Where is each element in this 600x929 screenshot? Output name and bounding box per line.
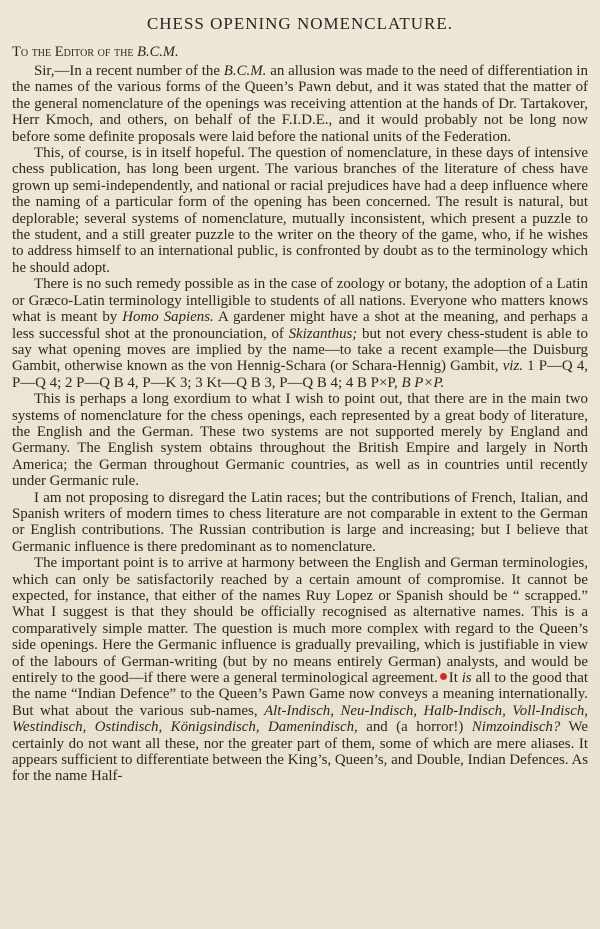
paragraph-6 — [12, 555, 588, 785]
paragraph-4: This is perhaps a long exordium to what I wish to point out, that there are in the main two systems of nomenclature for the chess openings, each represented by a great body of literature, the English and the German. These two systems are not supported merely by England and Germany. The English system obtains throughout the British Empire and largely in North America; the German throughout Germanic countries, as well as in countries until recently under Germanic rule. — [12, 391, 588, 490]
paragraph-6-text-b: It — [448, 670, 462, 687]
journal-abbrev: B.C.M. — [223, 63, 267, 79]
paragraph-3-text-b: A gardener might have a shot at the meaning, and perhaps a less successful shot at the pronounciation, of — [12, 309, 588, 342]
final-move: B P×P. — [401, 374, 445, 391]
paragraph-3-text-c: but not every chess-student is able to say what opening moves are implied by the name—to take a recent example—the Duisburg Gambit, otherwise known as the von Hennig-Schara (or Schara-Hennig) Gambit, — [12, 325, 588, 375]
addressee-journal: B.C.M. — [137, 44, 179, 60]
red-dot-marker — [440, 673, 447, 680]
paragraph-1-text-b: an allusion was made to the need of differentiation in the names of the various forms of the Queen’s Pawn debut, and it was stated that the matter of the general nomenclature of the openings was receiving attention at the hands of Dr. Tartakover, Herr Kmoch, and others, on behalf of the F.I.D.E., and it would probably not be long now before some definite proposals were laid before the national units of the Federation. — [12, 63, 588, 145]
paragraph-1 — [12, 63, 588, 145]
paragraph-1-text-a: Sir,—In a recent number of the — [34, 63, 224, 79]
indian-subnames: Alt-Indisch, Neu-Indisch, Halb-Indisch, Voll-Indisch, Westindisch, Ostindisch, Königsindisch, Damenindisch, — [12, 702, 588, 736]
paragraph-5: I am not proposing to disregard the Latin races; but the contributions of French, Italian, and Spanish writers of modern times to chess literature are not comparable in extent to the German or English contributions. The Russian contribution is large and increasing; but I believe that Germanic influence is there predominant as to nomenclature. — [12, 489, 588, 555]
paragraph-3-moves: 1 P—Q 4, P—Q 4; 2 P—Q B 4, P—K 3; 3 Kt—Q B 3, P—Q B 4; 4 B P×P, — [12, 358, 588, 391]
paragraph-6-text-e: We certainly do not want all these, nor the greater part of them, some of which are mere aliases. It appears sufficient to differentiate between the King’s, Queen’s, and Double, Indian Defences. As for the name Half- — [12, 719, 588, 785]
paragraph-3 — [12, 276, 588, 391]
paragraph-3-text-a: There is no such remedy possible as in the case of zoology or botany, the adoption of a Latin or Græco-Latin terminology intelligible to students of all nations. Everyone who matters knows what is meant by — [12, 276, 588, 326]
paragraph-2: This, of course, is in itself hopeful. The question of nomenclature, in these days of intensive chess publication, has long been urgent. The various branches of the literature of chess have grown up semi-independently, and national or racial prejudices have had a deep influence where the naming of a particular form of the opening has been concerned. The result is natural, but deplorable; several systems of nomenclature, mutually inconsistent, which present a puzzle to the student, and a still greater puzzle to the writer on the theory of the game, who, if he wishes to address himself to an international public, is confronted by doubt as to the terminology which he should adopt. — [12, 145, 588, 276]
emphasis-is: is — [461, 670, 472, 687]
homo-sapiens-term: Homo Sapiens. — [122, 309, 214, 326]
viz-term: viz. — [502, 358, 523, 375]
skizanthus-term: Skizanthus; — [288, 325, 358, 342]
addressee-prefix: To the Editor of the — [12, 44, 134, 60]
addressee-line — [12, 44, 588, 61]
paragraph-6-text-d: and (a horror!) — [357, 719, 472, 736]
nimzoindisch-term: Nimzoindisch? — [471, 719, 561, 736]
paragraph-6-text-c: all to the good that the name “Indian Defence” to the Queen’s Pawn Game now conveys a meaning internationally. But what about the various sub-names, — [12, 670, 588, 719]
paragraph-6-text-a: The important point is to arrive at harmony between the English and German terminologies, which can only be satisfactorily reached by a certain amount of compromise. It cannot be expected, for instance, that either of the names Ruy Lopez or Spanish should be “ scrapped.” What I suggest is that they should be officially recognised as alternative names. This is a comparatively simple matter. The question is much more complex with regard to the Queen’s side openings. Here the Germanic influence is gradually prevailing, which is justifiable in view of the labours of German-writing (but by no means entirely German) analysts, and would be entirely to the good—if there were a general terminological agreement. — [12, 555, 588, 687]
article-title: CHESS OPENING NOMENCLATURE. — [146, 14, 454, 33]
